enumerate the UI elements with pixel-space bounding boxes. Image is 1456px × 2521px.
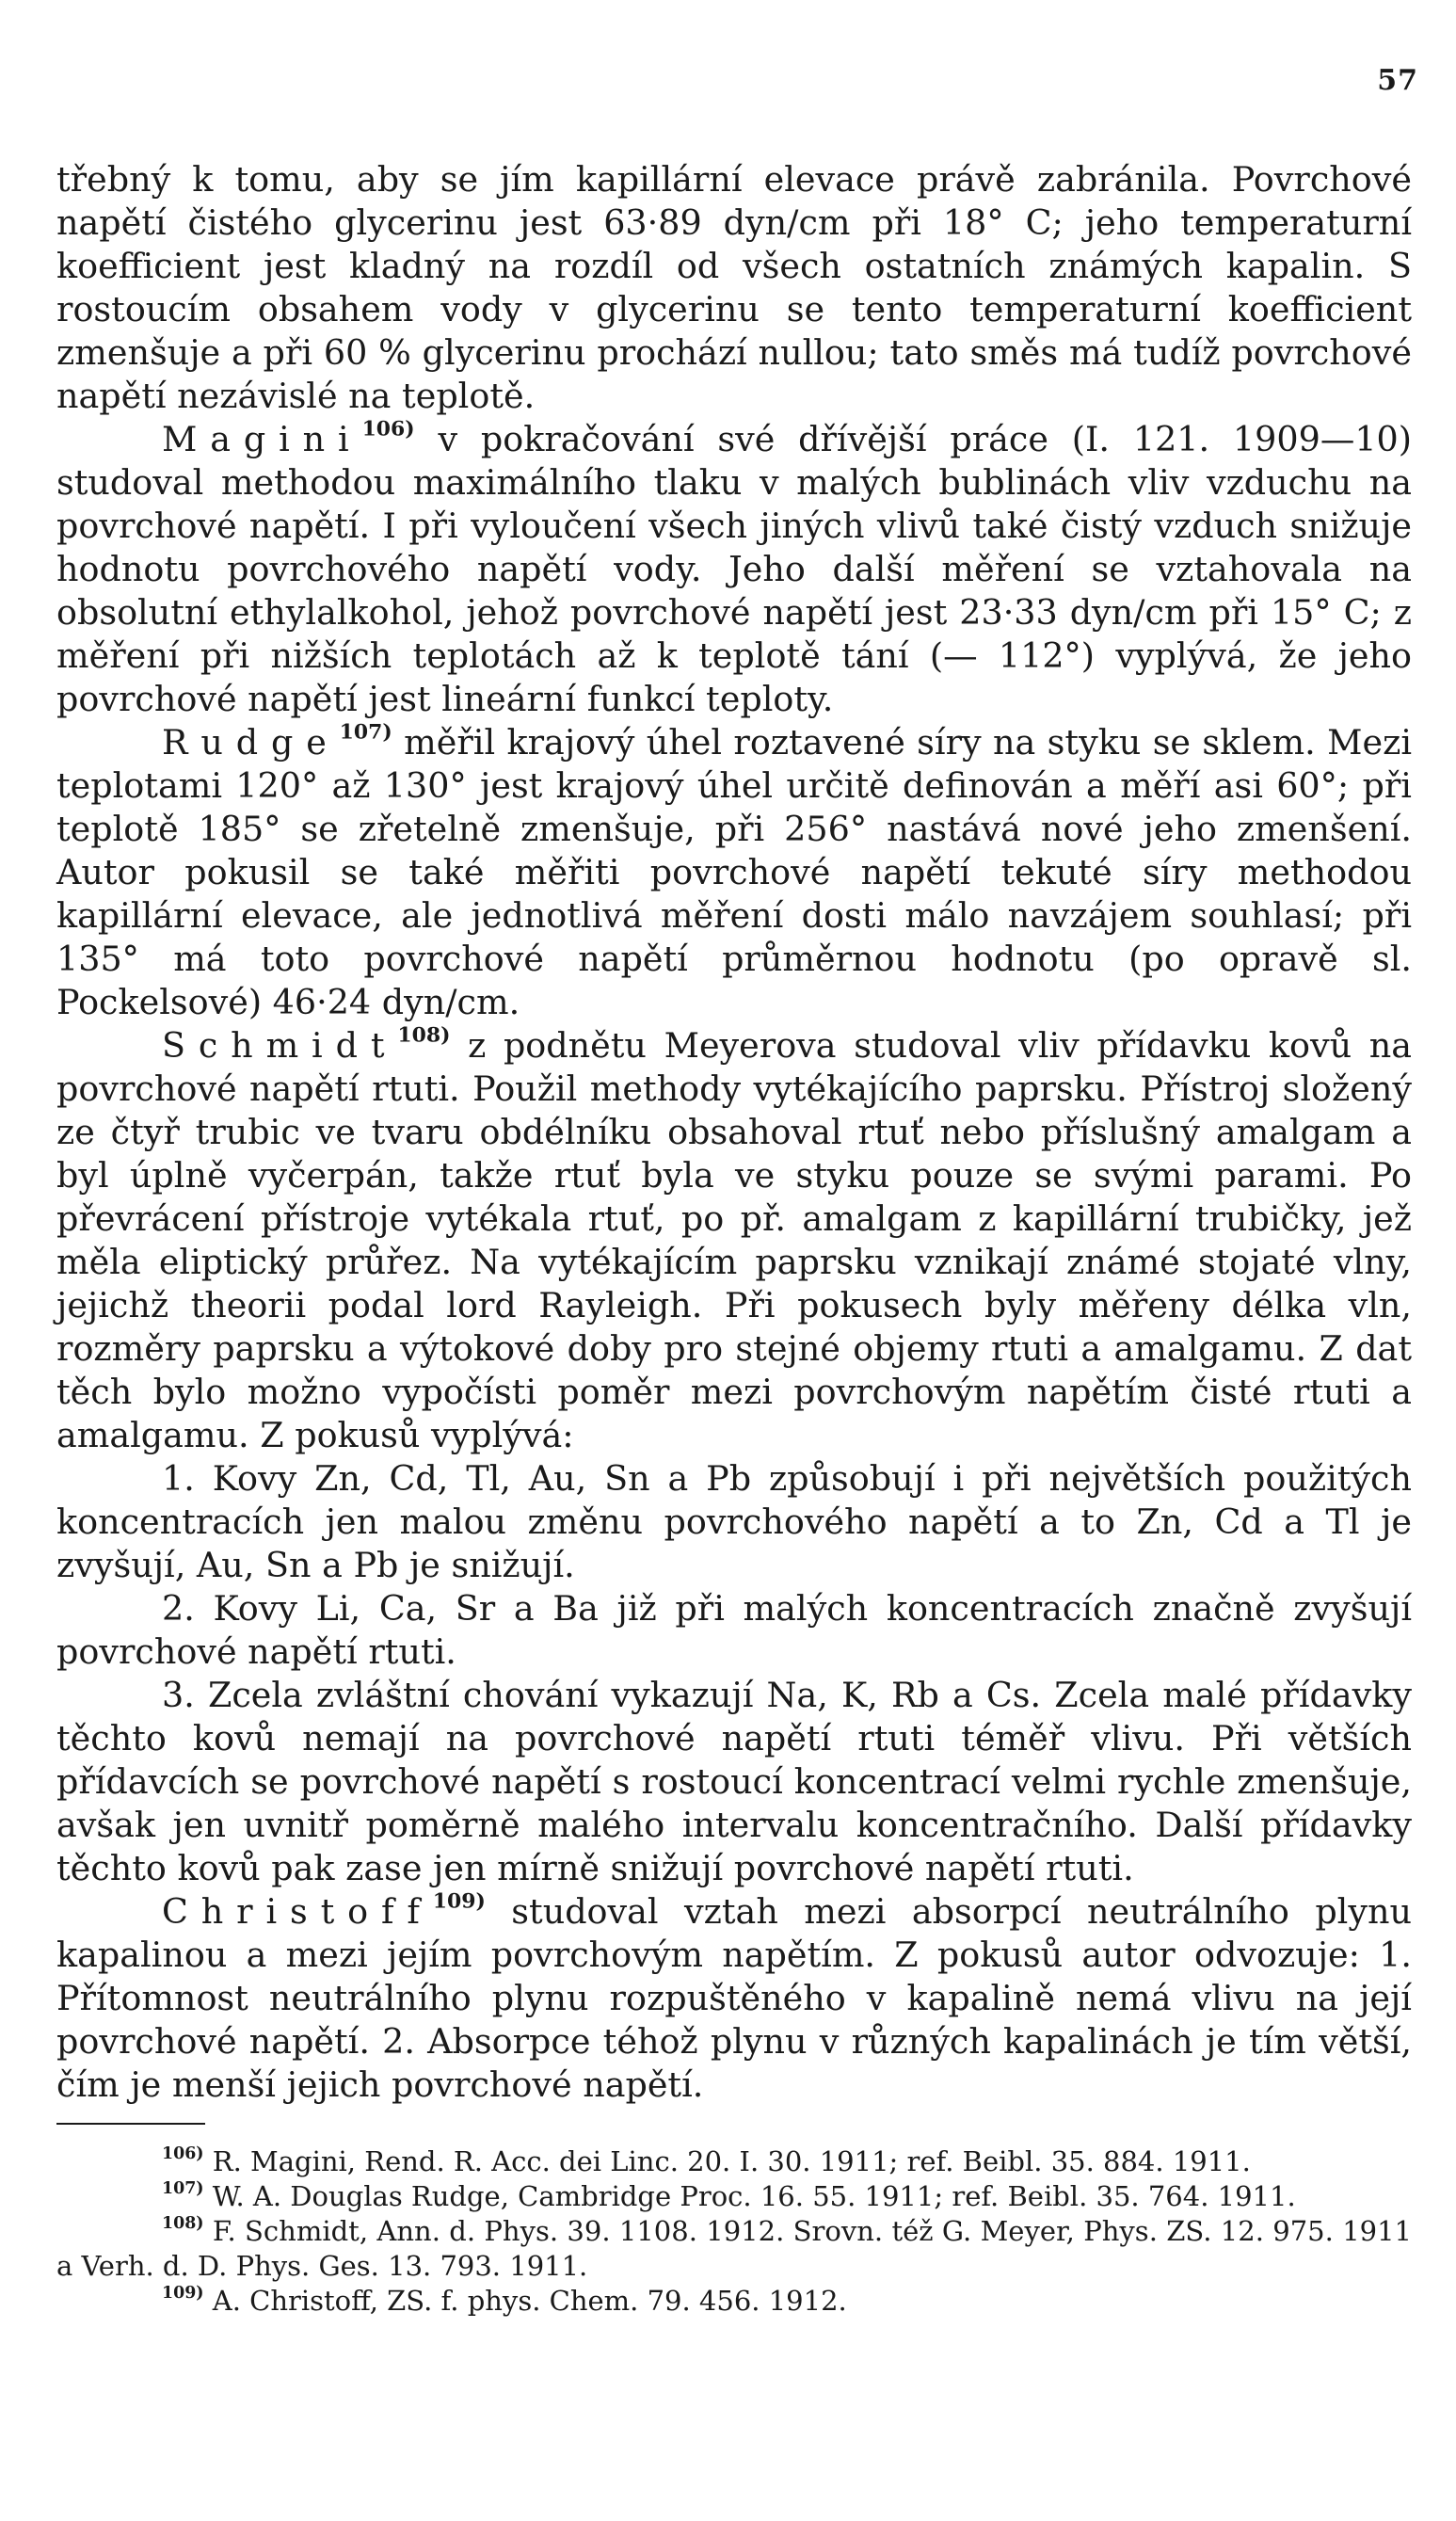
footnote-number: 107) (162, 2178, 204, 2198)
author-name: Rudge (162, 722, 340, 763)
paragraph-text: z podnětu Meyerova studoval vliv přídavku kovů na povrchové napětí rtuti. Použil methody vytékajícího paprsku. Přístroj složený ze čtyř trubic ve tvaru obdélníku obsahoval rtuť nebo příslušný amalgam a byl úplně vyčerpán, takže rtuť byla ve styku pouze se svými parami. Po převrácení přístroje vytékala rtuť, po př. amalgam z kapillární trubičky, jež měla eliptický průřez. Na vytékajícím paprsku vznikají známé stojaté vlny, jejichž theorii podal lord Rayleigh. Při pokusech byly měřeny délka vln, rozměry paprsku a výtokové doby pro stejné objemy rtuti a amalgamu. Z dat těch bylo možno vypočísti poměr mezi povrchovým napětím čisté rtuti a amalgamu. Z pokusů vyplývá: (56, 1025, 1412, 1455)
paragraph-5 (56, 1890, 1412, 2107)
list-item-2 (56, 1587, 1412, 1674)
footnote-108 (56, 2214, 1412, 2284)
footnotes (56, 2144, 1412, 2319)
paragraph-text: měřil krajový úhel roztavené síry na styku se sklem. Mezi teplotami 120° až 130° jest krajový úhel určitě definován a měří asi 60°; při teplotě 185° se zřetelně zmenšuje, při 256° nastává nové jeho zmenšení. Autor pokusil se také měřiti povrchové napětí tekuté síry methodou kapillární elevace, ale jednotlivá měření dosti málo navzájem souhlasí; při 135° má toto povrchové napětí průměrnou hodnotu (po opravě sl. Pockelsové) 46·24 dyn/cm. (56, 722, 1412, 1022)
paragraph-text: 2. Kovy Li, Ca, Sr a Ba již při malých koncentracích značně zvyšují povrchové napětí rtuti. (56, 1588, 1412, 1672)
author-name: Magini (162, 419, 362, 459)
list-item-3 (56, 1674, 1412, 1890)
footnote-ref: 106) (361, 416, 415, 442)
paragraph-4 (56, 1024, 1412, 1457)
footnote-107 (56, 2179, 1412, 2214)
footnote-ref: 108) (397, 1022, 451, 1048)
footnote-ref: 109) (432, 1888, 486, 1914)
paragraph-2 (56, 418, 1412, 721)
footnote-number: 106) (162, 2144, 204, 2163)
footnote-number: 109) (162, 2283, 204, 2303)
footnote-text: A. Christoff, ZS. f. phys. Chem. 79. 456. 1912. (212, 2285, 847, 2317)
paragraph-text: 3. Zcela zvláštní chování vykazují Na, K, Rb a Cs. Zcela malé přídavky těchto kovů nemají na povrchové napětí rtuti téměř vlivu. Při větších přídavcích se povrchové napětí s rostoucí koncentrací velmi rychle zmenšuje, avšak jen uvnitř poměrně malého intervalu koncentračního. Další přídavky těchto kovů pak zase jen mírně snižují povrchové napětí rtuti. (56, 1675, 1412, 1888)
page-number: 57 (1377, 64, 1418, 97)
author-name: Christoff (162, 1891, 433, 1932)
footnote-text: F. Schmidt, Ann. d. Phys. 39. 1108. 1912. Srovn. též G. Meyer, Phys. ZS. 12. 975. 1911 a Verh. d. D. Phys. Ges. 13. 793. 1911. (56, 2215, 1412, 2282)
paragraph-text: třebný k tomu, aby se jím kapillární elevace právě zabránila. Povrchové napětí čistého glycerinu jest 63·89 dyn/cm při 18° C; jeho temperaturní koefficient jest kladný na rozdíl od všech ostatních známých kapalin. S rostoucím obsahem vody v glycerinu se tento temperaturní koefficient zmenšuje a při 60 % glycerinu prochází nullou; tato směs má tudíž povrchové napětí nezávislé na teplotě. (56, 159, 1412, 416)
footnote-text: R. Magini, Rend. R. Acc. dei Linc. 20. I. 30. 1911; ref. Beibl. 35. 884. 1911. (212, 2145, 1251, 2177)
paragraph-3 (56, 721, 1412, 1024)
paragraph-1 (56, 158, 1412, 418)
footnote-number: 108) (162, 2213, 204, 2233)
paragraph-text: v pokračování své dřívější práce (I. 121. 1909—10) studoval methodou maximálního tlaku v malých bublinách vliv vzduchu na povrchové napětí. I při vyloučení všech jiných vlivů také čistý vzduch snižuje hodnotu povrchového napětí vody. Jeho další měření se vztahovala na obsolutní ethylalkohol, jehož povrchové napětí jest 23·33 dyn/cm při 15° C; z měření při nižších teplotách až k teplotě tání (— 112°) vyplývá, že jeho povrchové napětí jest lineární funkcí teploty. (56, 419, 1412, 719)
footnote-106 (56, 2144, 1412, 2179)
footnote-text: W. A. Douglas Rudge, Cambridge Proc. 16. 55. 1911; ref. Beibl. 35. 764. 1911. (212, 2180, 1296, 2212)
author-name: Schmidt (162, 1025, 398, 1066)
footnote-109 (56, 2284, 1412, 2319)
paragraph-text: 1. Kovy Zn, Cd, Tl, Au, Sn a Pb způsobují i při největších použitých koncentracích jen malou změnu povrchového napětí a to Zn, Cd a Tl je zvyšují, Au, Sn a Pb je snižují. (56, 1458, 1412, 1585)
paragraph-text: studoval vztah mezi absorpcí neutrálního plynu kapalinou a mezi jejím povrchovým napětím. Z pokusů autor odvozuje: 1. Přítomnost neutrálního plynu rozpuštěného v kapalině nemá vlivu na její povrchové napětí. 2. Absorpce téhož plynu v různých kapalinách je tím větší, čím je menší jejich povrchové napětí. (56, 1891, 1412, 2105)
footnote-divider (56, 2123, 205, 2125)
footnote-ref: 107) (339, 719, 392, 745)
list-item-1 (56, 1457, 1412, 1587)
main-text (56, 158, 1412, 2107)
